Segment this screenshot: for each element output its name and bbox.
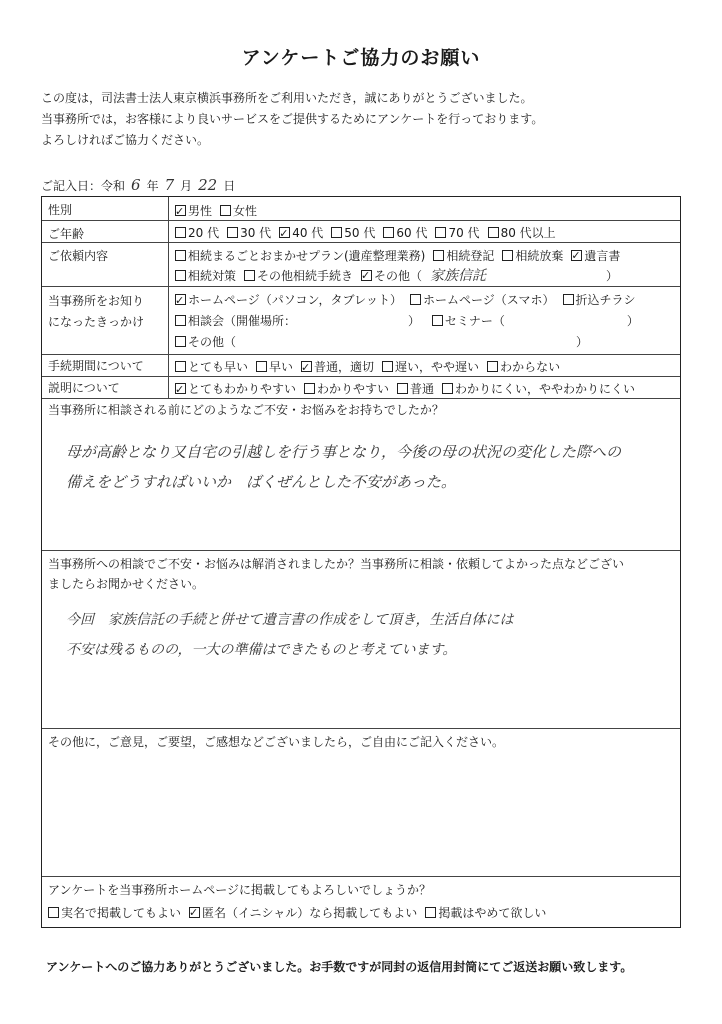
intro-text <box>41 88 543 151</box>
option[interactable] <box>279 222 323 244</box>
option[interactable] <box>410 290 555 311</box>
survey-form <box>41 196 681 928</box>
request-line-2 <box>175 266 674 286</box>
option-label: その他（ <box>188 335 237 349</box>
q1-answer[interactable] <box>66 437 621 497</box>
option-close: ） <box>408 314 421 328</box>
checkbox-icon <box>502 250 513 261</box>
checkbox-icon <box>433 250 444 261</box>
label-explanation: 説明について <box>42 377 169 398</box>
gender-options <box>169 197 680 220</box>
option-label: 早い <box>269 360 294 374</box>
option-label: 実名で掲載してもよい <box>61 906 182 920</box>
checkbox-icon <box>48 907 59 918</box>
gender-line <box>175 200 674 222</box>
option-label: 遺言書 <box>584 249 621 263</box>
explanation-options <box>169 377 680 398</box>
option-label: とても早い <box>188 360 249 374</box>
explanation-line <box>175 378 674 400</box>
date-month-unit: 月 <box>180 179 193 193</box>
q2-answer-line: 不安は残るものの，一大の準備はできたものと考えています。 <box>66 642 457 658</box>
row-q3 <box>42 729 680 877</box>
option[interactable] <box>220 200 257 222</box>
age-line <box>175 222 674 244</box>
option-label: ホームページ（スマホ） <box>422 293 555 307</box>
q1-question: 当事務所に相談される前にどのようなご不安・お悩みをお持ちでしたか？ <box>48 403 444 417</box>
checkbox-icon <box>442 383 453 394</box>
date-day-unit: 日 <box>223 179 236 193</box>
checkbox-icon <box>175 336 186 347</box>
option[interactable] <box>331 222 375 244</box>
checkbox-checked-icon <box>571 250 582 261</box>
option-label: 匿名（イニシャル）なら掲載してもよい <box>202 906 418 920</box>
q1-answer-line: 備えをどうすればいいか ばくぜんとした不安があった。 <box>66 473 456 491</box>
option[interactable] <box>433 246 494 266</box>
option-label: 40 代 <box>292 226 324 240</box>
option-label: 相続放棄 <box>515 249 564 263</box>
checkbox-checked-icon <box>175 205 186 216</box>
row-explanation <box>42 377 680 399</box>
option-label: とてもわかりやすい <box>188 382 297 396</box>
date-label: ご記入日：令和 <box>41 179 126 193</box>
option[interactable] <box>175 332 588 353</box>
q2-answer-line: 今回 家族信託の手続と併せて遺言書の作成をして頂き，生活自体には <box>66 612 514 628</box>
option-label: 20 代 <box>188 226 220 240</box>
label-request: ご依頼内容 <box>42 243 169 286</box>
checkbox-icon <box>175 361 186 372</box>
checkbox-icon <box>175 227 186 238</box>
label-gender: 性別 <box>42 197 169 220</box>
duration-line <box>175 356 674 378</box>
option[interactable] <box>175 222 219 244</box>
option-label: 相続対策 <box>188 269 237 283</box>
option-label: 掲載はやめて欲しい <box>438 906 547 920</box>
option[interactable] <box>256 356 293 378</box>
checkbox-checked-icon <box>279 227 290 238</box>
footer-note: アンケートへのご協力ありがとうございました。お手数ですが同封の返信用封筒にてご返送お願い致します。 <box>46 960 633 974</box>
checkbox-icon <box>304 383 315 394</box>
checkbox-icon <box>244 270 255 281</box>
duration-options <box>169 355 680 376</box>
option-label: 30 代 <box>240 226 272 240</box>
option[interactable] <box>175 378 296 400</box>
checkbox-icon <box>175 315 186 326</box>
option[interactable] <box>488 222 556 244</box>
option-label: その他相続手続き <box>257 269 354 283</box>
request-options <box>169 243 680 286</box>
checkbox-icon <box>488 227 499 238</box>
checkbox-icon <box>175 270 186 281</box>
option-close: ） <box>626 314 639 328</box>
option[interactable] <box>189 903 417 923</box>
option[interactable] <box>502 246 563 266</box>
source-line-3 <box>175 332 674 353</box>
option[interactable] <box>571 246 620 266</box>
checkbox-icon <box>563 294 574 305</box>
source-options <box>169 287 680 354</box>
option-label: 遅い，やや遅い <box>395 360 480 374</box>
label-source-2: になったきっかけ <box>48 315 145 329</box>
intro-line: この度は，司法書士法人東京横浜事務所をご利用いただき，誠にありがとうございました。 <box>41 91 533 105</box>
checkbox-icon <box>256 361 267 372</box>
checkbox-checked-icon <box>175 294 186 305</box>
checkbox-checked-icon <box>361 270 372 281</box>
option[interactable] <box>227 222 271 244</box>
source-line-2 <box>175 311 674 332</box>
option-label: セミナー（ <box>444 314 505 328</box>
q3-question: その他に，ご意見，ご要望，ご感想などございましたら，ご自由にご記入ください。 <box>48 735 505 749</box>
date-year-unit: 年 <box>146 179 159 193</box>
checkbox-icon <box>487 361 498 372</box>
checkbox-icon <box>397 383 408 394</box>
row-q2 <box>42 551 680 729</box>
option-label: 普通，適切 <box>314 360 375 374</box>
label-age: ご年齢 <box>42 221 169 242</box>
checkbox-checked-icon <box>301 361 312 372</box>
checkbox-icon <box>331 227 342 238</box>
option-label: ホームページ（パソコン，タブレット） <box>188 293 402 307</box>
request-other-value[interactable]: 家族信託 <box>430 268 487 284</box>
row-q1 <box>42 399 680 551</box>
option-label: 相続まるごとおまかせプラン(遺産整理業務) <box>188 249 426 263</box>
option-label: その他（ <box>374 269 423 283</box>
checkbox-icon <box>175 250 186 261</box>
option[interactable] <box>175 266 236 286</box>
option[interactable] <box>175 290 402 311</box>
row-publish <box>42 877 680 927</box>
option[interactable] <box>442 378 635 400</box>
option-label: 相談会（開催場所： <box>188 314 291 328</box>
date-year[interactable]: 6 <box>131 176 141 194</box>
age-options <box>169 221 680 242</box>
q2-question-line: ましたらお聞かせください。 <box>48 577 205 591</box>
option-label: 70 代 <box>448 226 480 240</box>
option[interactable] <box>175 246 425 266</box>
request-other-close: ） <box>606 269 619 283</box>
option-label: 女性 <box>233 204 258 218</box>
label-source <box>42 287 169 354</box>
checkbox-icon <box>382 361 393 372</box>
entry-date <box>41 176 235 194</box>
option-close: ） <box>576 335 589 349</box>
row-request <box>42 243 680 287</box>
checkbox-icon <box>435 227 446 238</box>
option[interactable] <box>361 266 422 286</box>
option-label: わかりやすい <box>317 382 390 396</box>
checkbox-icon <box>220 205 231 216</box>
option[interactable] <box>301 356 374 378</box>
option[interactable] <box>382 356 479 378</box>
option[interactable] <box>383 222 427 244</box>
row-gender <box>42 197 680 221</box>
option-label: わかりにくい，ややわかりにくい <box>455 382 636 396</box>
option[interactable] <box>175 311 420 332</box>
checkbox-checked-icon <box>189 907 200 918</box>
date-day[interactable]: 22 <box>198 176 218 194</box>
option[interactable] <box>435 222 479 244</box>
intro-line: 当事務所では，お客様により良いサービスをご提供するためにアンケートを行っております。 <box>41 112 544 126</box>
option-label: 折込チラシ <box>575 293 636 307</box>
option-label: 80 代以上 <box>500 226 556 240</box>
label-source-1: 当事務所をお知り <box>48 294 145 308</box>
option[interactable] <box>244 266 353 286</box>
option-label: 50 代 <box>344 226 376 240</box>
option[interactable] <box>48 903 181 923</box>
option[interactable] <box>425 903 546 923</box>
option[interactable] <box>432 311 639 332</box>
option-label: 男性 <box>188 204 213 218</box>
q2-answer[interactable] <box>66 605 513 665</box>
option[interactable] <box>397 378 434 400</box>
checkbox-icon <box>410 294 421 305</box>
option-label: 相続登記 <box>446 249 495 263</box>
row-source <box>42 287 680 355</box>
publish-options <box>48 903 554 923</box>
q1-answer-line: 母が高齢となり又自宅の引越しを行う事となり，今後の母の状況の変化した際への <box>66 443 622 461</box>
checkbox-icon <box>383 227 394 238</box>
page-title: アンケートご協力のお願い <box>241 47 481 69</box>
option[interactable] <box>175 200 212 222</box>
row-duration <box>42 355 680 377</box>
q2-question <box>48 554 624 594</box>
date-month[interactable]: 7 <box>164 176 175 194</box>
option[interactable] <box>487 356 560 378</box>
checkbox-icon <box>432 315 443 326</box>
option-label: 60 代 <box>396 226 428 240</box>
option[interactable] <box>563 290 636 311</box>
request-line-1 <box>175 246 674 266</box>
checkbox-icon <box>227 227 238 238</box>
intro-line: よろしければご協力ください。 <box>41 133 210 147</box>
checkbox-checked-icon <box>175 383 186 394</box>
request-line-2-options <box>175 269 430 283</box>
publish-question: アンケートを当事務所ホームページに掲載してもよろしいでしょうか？ <box>48 883 432 897</box>
option[interactable] <box>304 378 389 400</box>
checkbox-icon <box>425 907 436 918</box>
option[interactable] <box>175 356 248 378</box>
source-line-1 <box>175 290 674 311</box>
q2-question-line: 当事務所への相談でご不安・お悩みは解消されましたか？当事務所に相談・依頼してよかった点などござい <box>48 557 625 571</box>
row-age <box>42 221 680 243</box>
label-duration: 手続期間について <box>42 355 169 376</box>
option-label: わからない <box>500 360 561 374</box>
option-label: 普通 <box>410 382 435 396</box>
